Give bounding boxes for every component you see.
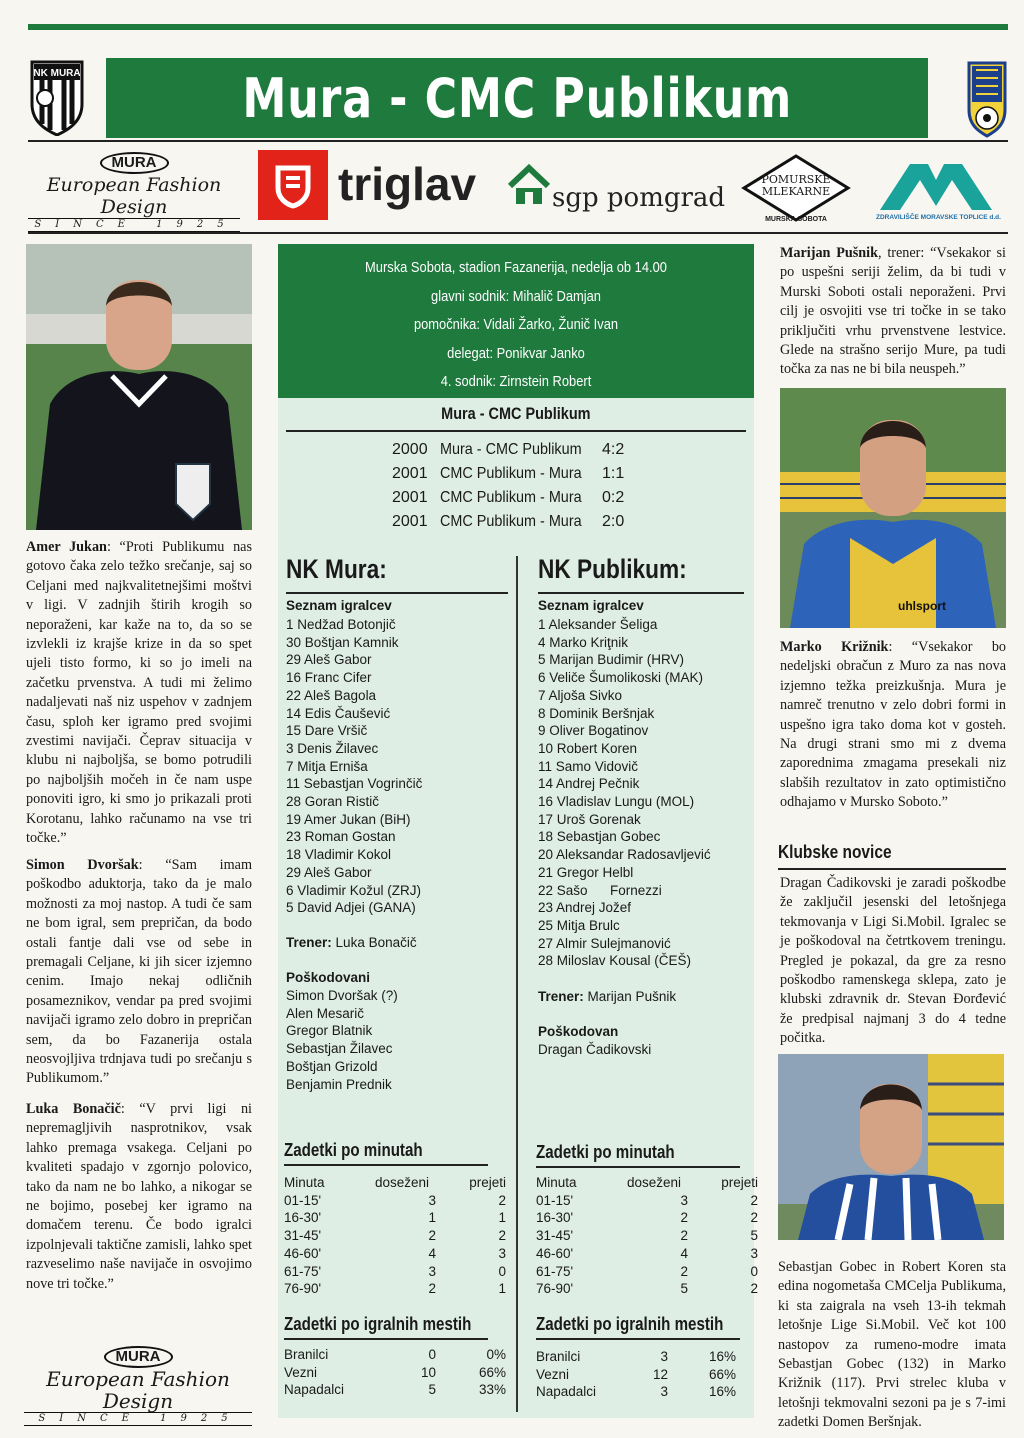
publikum-goals-table <box>536 1174 758 1298</box>
pomurske-text <box>740 174 852 198</box>
quote-name: Simon Dvoršak <box>26 857 139 873</box>
list-item: 11 Samo Vidovič <box>538 758 639 774</box>
mura-footer-logo <box>24 1346 252 1426</box>
table-row: 01-15' 3 2 <box>536 1192 758 1208</box>
publikum-injured-label: Poškodovan <box>538 1024 619 1039</box>
list-item: 23 Andrej Jožef <box>538 900 632 916</box>
table-header: Minuta doseženi prejeti <box>536 1175 758 1190</box>
quote-text: : “Proti Publikumu nas gotovo čaka zelo težko srečanje, saj so Celjani med najkvalitetnejšimi moštvi v ligi. V zadnjih štirih krogih so neporaženi, kar kaže na to, da so se izvlekli iz krajše krize in da so spet ujeli tisto formo, ki so jo imeli na začetku prvenstva. A tudi mi želimo nadaljevati naš niz uspehov v zadnjem času, sploh ker igramo pred svojimi zvestimi navijači. Čeprav situacija v klubu ni najboljša, se bomo potrudili po najboljših močeh in če nam uspe ponoviti igro, ki smo jo prikazali proti Korotanu, lahko računamo na vse tri točke.” <box>26 539 252 847</box>
quote-name: Amer Jukan <box>26 539 107 555</box>
list-item: 22 Sašo Fornezzi <box>538 882 662 898</box>
history-title-wrap <box>278 404 754 424</box>
mura-player-list <box>286 616 422 917</box>
table-row: 61-75' 2 0 <box>536 1263 758 1279</box>
mura-heading-rule <box>286 592 508 594</box>
list-item: 30 Boštjan Kamnik <box>286 634 399 650</box>
quote-name: Marijan Pušnik <box>780 245 878 261</box>
player-photo-amer-jukan <box>26 244 252 530</box>
list-item: 6 Vladimir Kožul (ZRJ) <box>286 882 422 898</box>
list-item: 22 Aleš Bagola <box>286 687 377 703</box>
match-title-bar <box>106 58 928 138</box>
list-item: 21 Gregor Helbl <box>538 864 634 880</box>
list-item: 18 Vladimir Kokol <box>286 847 392 863</box>
publikum-trainer: Trener: Marijan Pušnik <box>538 989 677 1004</box>
table-row: Napadalci 3 16% <box>536 1384 736 1400</box>
list-item: 4 Marko Kriţnik <box>538 634 629 650</box>
quote-text: : “V prvi ligi ni nepremagljivih nasprotnikov, vsak lahko premaga vsakega. Celjani po kvaliteti spadajo v zgornjo polovico, tako da nam ne bo lahko, a nikogar se ne bojimo, posebej ker igramo na domačem terenu. Če bodo igralci izpolnjevali taktične zamisli, lahko spet razveselimo naše navijače in osvojimo nove tri točke.” <box>26 1101 252 1292</box>
list-item: 29 Aleš Gabor <box>286 652 372 668</box>
publikum-injured-list <box>538 1041 651 1059</box>
player-photo-sebastjan-gobec <box>778 1054 1004 1240</box>
list-item: 15 Dare Vršič <box>286 723 368 739</box>
quote-marko-kriznik <box>780 638 1006 813</box>
mura-sponsor-logo <box>28 152 240 232</box>
list-item: 16 Franc Cifer <box>286 670 372 686</box>
team-divider <box>516 556 518 1412</box>
club-news-title: Klubske novice <box>778 842 892 862</box>
list-item: 27 Almir Sulejmanović <box>538 935 671 951</box>
mura-pos-rule <box>284 1338 488 1340</box>
club-news-rule <box>778 868 1006 870</box>
quote-text: : “Vsekakor bo nedeljski obračun z Muro za nas nova izjemno težka preizkušnja. Mura je namreč trenutno v zelo dobri formi in uspešno igra tako doma kot v gosteh. Na drugi strani smo mi z dvema zaporednima zmagama presekali niz slabših rezultatov in zato optimistično odhajamo v Mursko Soboto.” <box>780 639 1007 811</box>
quote-text: : “Sam imam poškodbo aduktorja, tako da je malo možnosti za moj nastop. A tudi če sam ne bom igral, sem prepričan, da bodo ostali fantje dali vse od sebe in premagali Celjane, ki jih sicer izjemno cenim. Imajo nekaj odličnih posameznikov, vendar pa pred svojimi navijači igramo zelo dobro in prepričan sem, da bo Fazanerija ostala neosvojljiva trdnjava tudi po srečanju s Publikumom.” <box>26 857 252 1087</box>
svg-text:NK MURA: NK MURA <box>33 68 81 79</box>
top-rule <box>28 24 1008 30</box>
list-item: 8 Dominik Beršnjak <box>538 705 655 721</box>
mura-pos-table <box>284 1346 506 1399</box>
triglav-wordmark: triglav <box>338 158 477 210</box>
match-fourth-official: 4. sodnik: Zirnstein Robert <box>440 373 592 390</box>
mura-brand-footer: MURA <box>104 1346 173 1368</box>
list-item: 11 Sebastjan Vogrinčič <box>286 776 423 792</box>
mura-since-footer: SINCE 1925 <box>24 1412 252 1426</box>
list-item: 6 Veliče Šumolikoski (MAK) <box>538 670 704 686</box>
list-item: 5 Marijan Budimir (HRV) <box>538 652 685 668</box>
history-row: 2000 Mura - CMC Publikum 4:2 <box>392 441 625 458</box>
table-row: Branilci 3 16% <box>536 1349 736 1364</box>
publikum-heading-rule <box>538 592 744 594</box>
list-item: 9 Oliver Bogatinov <box>538 723 649 739</box>
table-row: 31-45' 2 5 <box>536 1228 758 1244</box>
table-row: 76-90' 5 2 <box>536 1281 758 1297</box>
quote-simon-dvorsak <box>26 856 252 1089</box>
publikum-goals-rule <box>536 1166 740 1168</box>
mura-trainer: Trener: Luka Bonačič <box>286 935 417 950</box>
history-row: 2001 CMC Publikum - Mura 0:2 <box>392 489 625 506</box>
table-row: Vezni 12 66% <box>536 1366 736 1382</box>
table-row: Branilci 0 0% <box>284 1347 506 1362</box>
table-row: 76-90' 2 1 <box>284 1281 506 1297</box>
list-item: 1 Nedžad Botonjič <box>286 617 396 632</box>
history-table <box>392 438 624 534</box>
table-row: Napadalci 5 33% <box>284 1382 506 1398</box>
list-item: 29 Aleš Gabor <box>286 864 372 880</box>
mura-list-label: Seznam igralcev <box>286 598 392 613</box>
mura-tagline-footer: European Fashion Design <box>46 1367 230 1413</box>
mura-since: SINCE 1925 <box>28 218 240 232</box>
table-row: 16-30' 1 1 <box>284 1210 506 1226</box>
publikum-player-list <box>538 616 711 970</box>
list-item: Dragan Čadikovski <box>538 1042 652 1057</box>
list-item: 5 David Adjei (GANA) <box>286 900 416 916</box>
sgp-wordmark: sgp pomgrad <box>552 183 726 213</box>
nk-mura-crest-icon <box>28 58 86 136</box>
list-item: 20 Aleksandar Radosavljević <box>538 847 711 863</box>
publikum-heading: NK Publikum: <box>538 554 687 584</box>
list-item: 17 Uroš Gorenak <box>538 811 641 827</box>
match-delegate: delegat: Ponikvar Janko <box>447 344 585 362</box>
match-assistants: pomočnika: Vidali Žarko, Žunič Ivan <box>413 316 619 333</box>
match-info-box <box>278 244 754 398</box>
history-row: 2001 CMC Publikum - Mura 2:0 <box>392 513 625 530</box>
sgp-house-icon <box>506 162 552 208</box>
quote-amer-jukan <box>26 538 252 849</box>
table-row: 01-15' 3 2 <box>284 1192 506 1208</box>
table-header: Minuta doseženi prejeti <box>284 1175 506 1190</box>
mura-pos-title: Zadetki po igralnih mestih <box>284 1314 472 1334</box>
table-row: 16-30' 2 2 <box>536 1210 758 1226</box>
list-item: 16 Vladislav Lungu (MOL) <box>538 794 695 810</box>
header-rule <box>28 140 1008 142</box>
mura-heading: NK Mura: <box>286 554 387 584</box>
list-item: 7 Aljoša Sivko <box>538 687 623 703</box>
sponsor-rule <box>28 232 1008 234</box>
match-referee: glavni sodnik: Mihalič Damjan <box>431 287 601 305</box>
mura-goals-rule <box>284 1164 488 1166</box>
moravske-toplice-logo-icon <box>876 156 996 212</box>
moravske-toplice-text: ZDRAVILIŠČE MORAVSKE TOPLICE d.d. <box>876 214 1001 221</box>
list-item: 14 Andrej Pečnik <box>538 776 640 792</box>
list-item: 23 Roman Gostan <box>286 829 396 845</box>
triglav-logo-icon <box>258 150 328 220</box>
list-item: 25 Mitja Brulc <box>538 917 620 933</box>
quote-luka-bonacic <box>26 1100 252 1294</box>
list-item: 19 Amer Jukan (BiH) <box>286 811 411 827</box>
quote-name: Marko Križnik <box>780 639 889 655</box>
list-item: 28 Goran Ristič <box>286 794 380 810</box>
publikum-goals-title: Zadetki po minutah <box>536 1142 675 1162</box>
history-title: Mura - CMC Publikum <box>441 404 591 423</box>
table-row: 31-45' 2 2 <box>284 1228 506 1244</box>
publikum-pos-table <box>536 1348 736 1401</box>
list-item: Sebastjan Žilavec <box>286 1041 393 1057</box>
list-item: 3 Denis Žilavec <box>286 740 379 756</box>
mura-brand: MURA <box>100 152 169 174</box>
table-row: 46-60' 4 3 <box>536 1245 758 1261</box>
match-title: Mura - CMC Publikum <box>242 66 792 130</box>
publikum-list-label: Seznam igralcev <box>538 598 644 613</box>
publikum-pos-title: Zadetki po igralnih mestih <box>536 1314 724 1334</box>
list-item: Boštjan Grizold <box>286 1058 378 1074</box>
history-row: 2001 CMC Publikum - Mura 1:1 <box>392 465 625 482</box>
list-item: 14 Edis Čaušević <box>286 705 391 721</box>
pomurske-line1: POMURSKE <box>761 173 831 186</box>
list-item: Benjamin Prednik <box>286 1076 392 1092</box>
list-item: Simon Dvoršak (?) <box>286 988 398 1003</box>
quote-name: Luka Bonačič <box>26 1101 121 1117</box>
list-item: 18 Sebastjan Gobec <box>538 829 661 845</box>
photo-caption: Sebastjan Gobec in Robert Koren sta edina nogometaša CMCelja Publikuma, ki sta zaigrala na vseh 13-ih tekmah letošnje Lige Si.Mobil. Več kot 100 nastopov za rumeno-modre imata Sebastjan Gobec (132) in Marko Križnik (117). Prvi strelec kluba v letošnji tekmovalni sezoni pa je s 7-imi zadetki Domen Beršnjak. <box>778 1259 1006 1431</box>
svg-text:uhlsport: uhlsport <box>898 599 946 613</box>
player-photo-marko-kriznik <box>780 388 1006 628</box>
list-item: 10 Robert Koren <box>538 740 638 756</box>
list-item: Alen Mesarič <box>286 1005 365 1021</box>
mura-injured-label: Poškodovani <box>286 970 371 985</box>
table-row: 46-60' 4 3 <box>284 1245 506 1261</box>
table-row: Vezni 10 66% <box>284 1364 506 1380</box>
club-news-text: Dragan Čadikovski je zaradi poškodbe že zaključil jesenski del letošnjega tekmovanja v Ligi Si.Mobil. Igralec se je poškodoval na četrtkovem treningu. Pregled je pokazal, da gre za resno poškodbo ramenskega sklepa, zato je klubski zdravnik dr. Stevan Đorđević že predpisal najmanj 3 do 4 tedne počitka. <box>780 875 1006 1047</box>
mura-goals-title: Zadetki po minutah <box>284 1140 423 1160</box>
list-item: 1 Aleksander Šeliga <box>538 617 658 632</box>
pomurske-city: MURSKA SOBOTA <box>765 216 827 223</box>
quote-marijan-pusnik <box>780 244 1006 380</box>
list-item: 28 Miloslav Kousal (ČEŠ) <box>538 953 692 969</box>
match-venue: Murska Sobota, stadion Fazanerija, nedelja ob 14.00 <box>365 259 667 276</box>
table-row: 61-75' 3 0 <box>284 1263 506 1279</box>
history-rule <box>286 430 746 432</box>
publikum-pos-rule <box>536 1338 740 1340</box>
list-item: 7 Mitja Erniša <box>286 758 368 774</box>
pomurske-line2: MLEKARNE <box>761 185 831 198</box>
mura-injured-list <box>286 987 398 1093</box>
mura-goals-table <box>284 1174 506 1298</box>
cmc-publikum-crest-icon <box>966 60 1008 138</box>
list-item: Gregor Blatnik <box>286 1023 373 1039</box>
quote-text: , trener: “Vsekakor si po uspešni seriji želim, da bi tudi v Murski Soboti ostali neporaženi. Prvi cilj je osvojiti vse tri točke in se tako priključiti vrhu prvenstvene lestvice. Glede na strašno serijo Mure, pa tudi točka za nas ne bi bila neuspeh.” <box>780 245 1006 378</box>
mura-tagline: European Fashion Design <box>46 174 222 218</box>
